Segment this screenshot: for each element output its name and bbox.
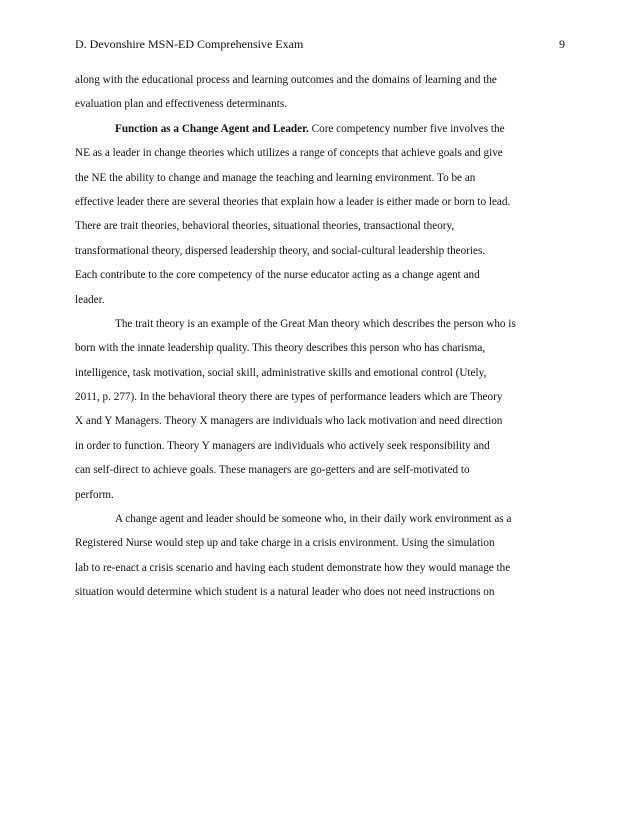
text-line: intelligence, task motivation, social skill, administrative skills and emotional control (Utely, bbox=[75, 366, 487, 379]
text-line: The trait theory is an example of the Great Man theory which describes the person who is bbox=[115, 317, 516, 330]
section-heading: Function as a Change Agent and Leader. bbox=[115, 122, 309, 135]
body-text bbox=[75, 68, 571, 605]
text-line: A change agent and leader should be someone who, in their daily work environment as a bbox=[115, 513, 512, 526]
text-line: perform. bbox=[75, 488, 114, 501]
text-line: in order to function. Theory Y managers are individuals who actively seek responsibility and bbox=[75, 439, 490, 452]
text-line: Each contribute to the core competency of the nurse educator acting as a change agent and bbox=[75, 269, 480, 282]
text-line: evaluation plan and effectiveness determinants. bbox=[75, 98, 287, 111]
text-line: transformational theory, dispersed leadership theory, and social-cultural leadership theories. bbox=[75, 244, 486, 257]
text-line: lab to re-enact a crisis scenario and having each student demonstrate how they would manage the bbox=[75, 561, 511, 574]
text-line: X and Y Managers. Theory X managers are individuals who lack motivation and need direction bbox=[75, 415, 503, 428]
text-line: Registered Nurse would step up and take charge in a crisis environment. Using the simulation bbox=[75, 537, 495, 550]
text-line: born with the innate leadership quality. This theory describes this person who has charisma, bbox=[75, 342, 486, 355]
text-line: situation would determine which student is a natural leader who does not need instructions on bbox=[75, 586, 495, 599]
text-line: 2011, p. 277). In the behavioral theory there are types of performance leaders which are Theory bbox=[75, 391, 503, 404]
text-line bbox=[75, 117, 571, 141]
text-line: effective leader there are several theories that explain how a leader is either made or born to lead. bbox=[75, 195, 511, 208]
page-header bbox=[75, 37, 565, 52]
text-line: along with the educational process and learning outcomes and the domains of learning and the bbox=[75, 74, 497, 86]
text-line: can self-direct to achieve goals. These managers are go-getters and are self-motivated to bbox=[75, 464, 470, 477]
text-line: There are trait theories, behavioral theories, situational theories, transactional theory, bbox=[75, 220, 455, 233]
text-line: NE as a leader in change theories which utilizes a range of concepts that achieve goals and give bbox=[75, 147, 503, 160]
text-line: leader. bbox=[75, 293, 105, 306]
running-head: D. Devonshire MSN-ED Comprehensive Exam bbox=[75, 37, 304, 51]
text-run: Core competency number five involves the bbox=[308, 122, 505, 135]
page-number: 9 bbox=[559, 37, 565, 51]
text-line: the NE the ability to change and manage the teaching and learning environment. To be an bbox=[75, 171, 476, 184]
